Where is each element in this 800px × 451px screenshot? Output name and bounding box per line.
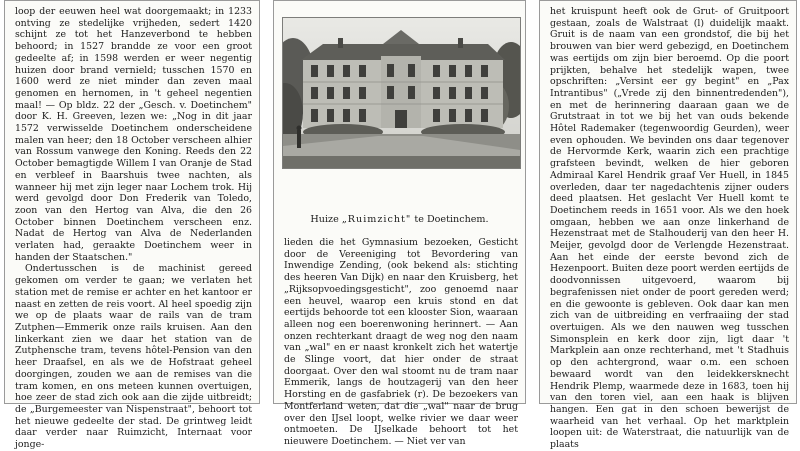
- photo-huize-ruimzicht: [282, 17, 521, 169]
- page-middle: [273, 0, 526, 447]
- caption-prefix: Huize: [310, 214, 339, 225]
- page-middle-text: [284, 237, 518, 448]
- photo-caption: [282, 214, 517, 225]
- paragraph: lieden die het Gymnasium bezoeken, Gesticht door de Vereeniging tot Bevordering van Inwendige Zending, (ook bekend als: stichting des heeren Van Dijk) en naar den Kruisberg, het „Rijksopvoedingsgesticht", zoo genoemd naar een heuvel, waarop een kruis stond en dat eertijds behoorde tot een klooster Sion, waaraan alleen nog een boerenwoning herinnert. — Aan onzen rechterkant draagt de weg nog den naam van „wal" en er naast kronkelt zich het watertje de Slinge voort, dat hier onder de straat doorgaat. Over den wal stoomt nu de tram naar Emmerik, langs de houtzagerij van den heer Horsting en de gasfabriek (r). De bezoekers van Montferland weten, dat die „wal" naar de brug over den IJsel loopt, welke rivier we daar weer ontmoeten. De IJselkade behoort tot het nieuwere Doetinchem. — Niet ver van: [284, 237, 518, 447]
- page-right-text: [550, 6, 789, 451]
- paragraph: Ondertusschen is de machinist gereed gekomen om verder te gaan; we verlaten het station met de remise er achter en het kantoor er naast en zetten de reis voort. Al heel spoedig zijn we op de plaats waar de rails van de tram Zutphen—Emmerik onze rails kruisen. Aan den linkerkant zien we daar het station van de Zutphensche tram, tevens hôtel-Pension van den heer Draafsel, en als we de Hofstraat geheel doorgingen, zouden we aan de remises van die tram komen, en ons meteen kunnen overtuigen, hoe zeer de stad zich ook aan die zijde uitbreidt; de „Burgemeester van Nispenstraat", behoort tot het nieuwe gedeelte der stad. De grintweg leidt daar verder naar Ruimzicht, Internaat voor jonge-: [15, 263, 252, 451]
- page-right: [539, 0, 797, 451]
- page-left: [4, 0, 260, 451]
- building-photo-icon: [283, 18, 520, 168]
- caption-quote: „Ruimzicht": [341, 214, 412, 225]
- paragraph: het kruispunt heeft ook de Grut- of Gruitpoort gestaan, zoals de Walstraat (l) duidelijk maakt. Gruit is de naam van een grondstof, die bij het brouwen van bier werd gebezigd, en Doetinchem was eertijds om zijn bier beroemd. Op die poort prijkten, behalve het stedelijk wapen, twee opschriften: „Versint eer gy begint" en „Pax Intrantibus" („Vrede zij den binnentredenden"), en met de herinnering daaraan gaan we de Grutstraat in tot we bij het van ouds bekende Hôtel Rademaker (tegenwoordig Geurden), weer even ophouden. We bevinden ons daar tegenover de Hervormde Kerk, waarin zich een prachtige grafsteen bevindt, welken de hier geboren Admiraal Karel Hendrik graaf Ver Huell, in 1845 overleden, daar ter nagedachtenis zijner ouders deed plaatsen. Het geslacht Ver Huell komt te Doetinchem reeds in 1651 voor. Als we den hoek omgaan, hebben we aan onze linkerhand de Hezenstraat met de Stalhouderij van den heer H. Meijer, gevolgd door de Verlengde Hezenstraat. Aan het einde der eerste bevond zich de Hezenpoort. Buiten deze poort werden eertijds de doodvonnissen uitgevoerd, waarom bij begrafenissen niet onder de poort gereden werd; en die gewoonte is gebleven. Ook daar kan men zich van de uitbreiding en verfraaiing der stad overtuigen. Als we den nauwen weg tusschen Simonsplein en kerk door zijn, ligt daar 't Markplein aan onze rechterhand, met 't Stadhuis op den achtergrond, waar o.m. een schoen bewaard wordt van den leidekkersknecht Hendrik Plemp, waarmede deze in 1683, toen hij van den toren viel, aan een haak is blijven hangen. Een gat in den schoen bewerijst de waarheid van het verhaal. Op het marktplein loopen uit: de Waterstraat, die natuurlijk van de plaats: [550, 6, 789, 451]
- page-left-text: [15, 6, 252, 451]
- paragraph: loop der eeuwen heel wat doorgemaakt; in 1233 ontving ze stedelijke vrijheden, sedert 1420 schijnt ze tot het Hanzeverbond te hebben behoord; in 1527 brandde ze voor een groot gedeelte af; in 1598 werden er weer negentig huizen door brand vernield; tusschen 1570 en 1600 werd ze niet minder dan zeven maal genomen en hernomen, in 't geheel negentien maal! — Op bldz. 22 der „Gesch. v. Doetinchem" door K. H. Greeven, lezen we: „Nog in dit jaar 1572 verwisselde Doetinchem onderscheidene malen van heer; den 18 October verscheen alhier van Rossum vanwege den Koning. Reeds den 22 October bemagtigde Willem I van Oranje de Stad en verbleef in Baarshuis twee nachten, als wanneer hij met zijn leger naar Lochem trok. Hij werd gevolgd door Don Frederik van Toledo, zoon van den Hertog van Alva, die den 26 October binnen Doetinchem verscheen enz. Nadat de Hertog van Alva de Nederlanden verlaten had, geraakte Doetinchem weer in handen der Staatschen.": [15, 6, 252, 263]
- caption-suffix: te Doetinchem.: [414, 214, 489, 225]
